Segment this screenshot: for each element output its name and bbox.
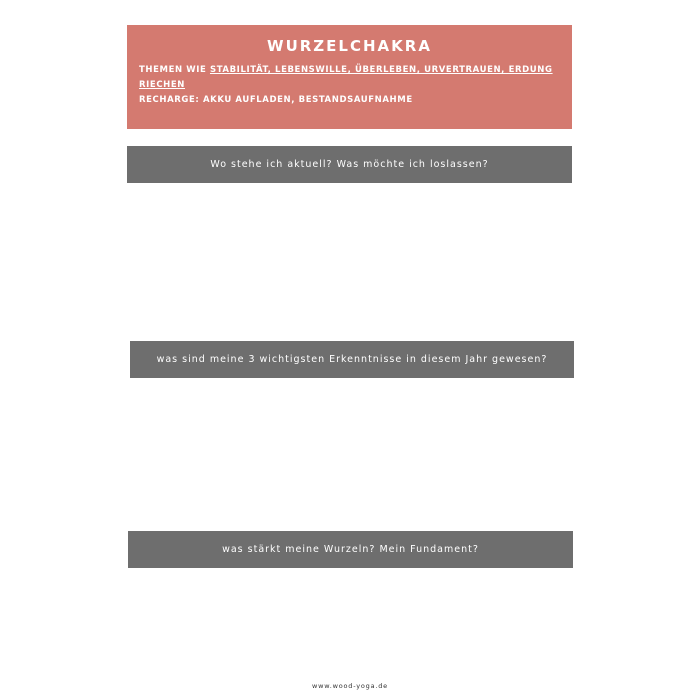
question-box-1 xyxy=(127,146,572,183)
recharge-line: RECHARGE: AKKU AUFLADEN, BESTANDSAUFNAHME xyxy=(139,95,413,105)
question-text-2: was sind meine 3 wichtigsten Erkenntnisse in diesem Jahr gewesen? xyxy=(156,354,548,365)
themes-line-2 xyxy=(139,78,560,93)
question-text-3: was stärkt meine Wurzeln? Mein Fundament? xyxy=(222,544,479,555)
themes-prefix: THEMEN WIE xyxy=(139,65,210,75)
footer-website: www.wood-yoga.de xyxy=(312,682,388,690)
page-title: WURZELCHAKRA xyxy=(267,37,432,55)
themes-line xyxy=(139,63,560,78)
question-text-1: Wo stehe ich aktuell? Was möchte ich loslassen? xyxy=(210,159,489,170)
header-box xyxy=(127,25,572,129)
themes-list: STABILITÄT, LEBENSWILLE, ÜBERLEBEN, URVERTRAUEN, ERDUNG xyxy=(209,65,553,75)
themes-list-continued: RIECHEN xyxy=(139,80,185,90)
question-box-3 xyxy=(128,531,573,568)
question-box-2 xyxy=(130,341,574,378)
